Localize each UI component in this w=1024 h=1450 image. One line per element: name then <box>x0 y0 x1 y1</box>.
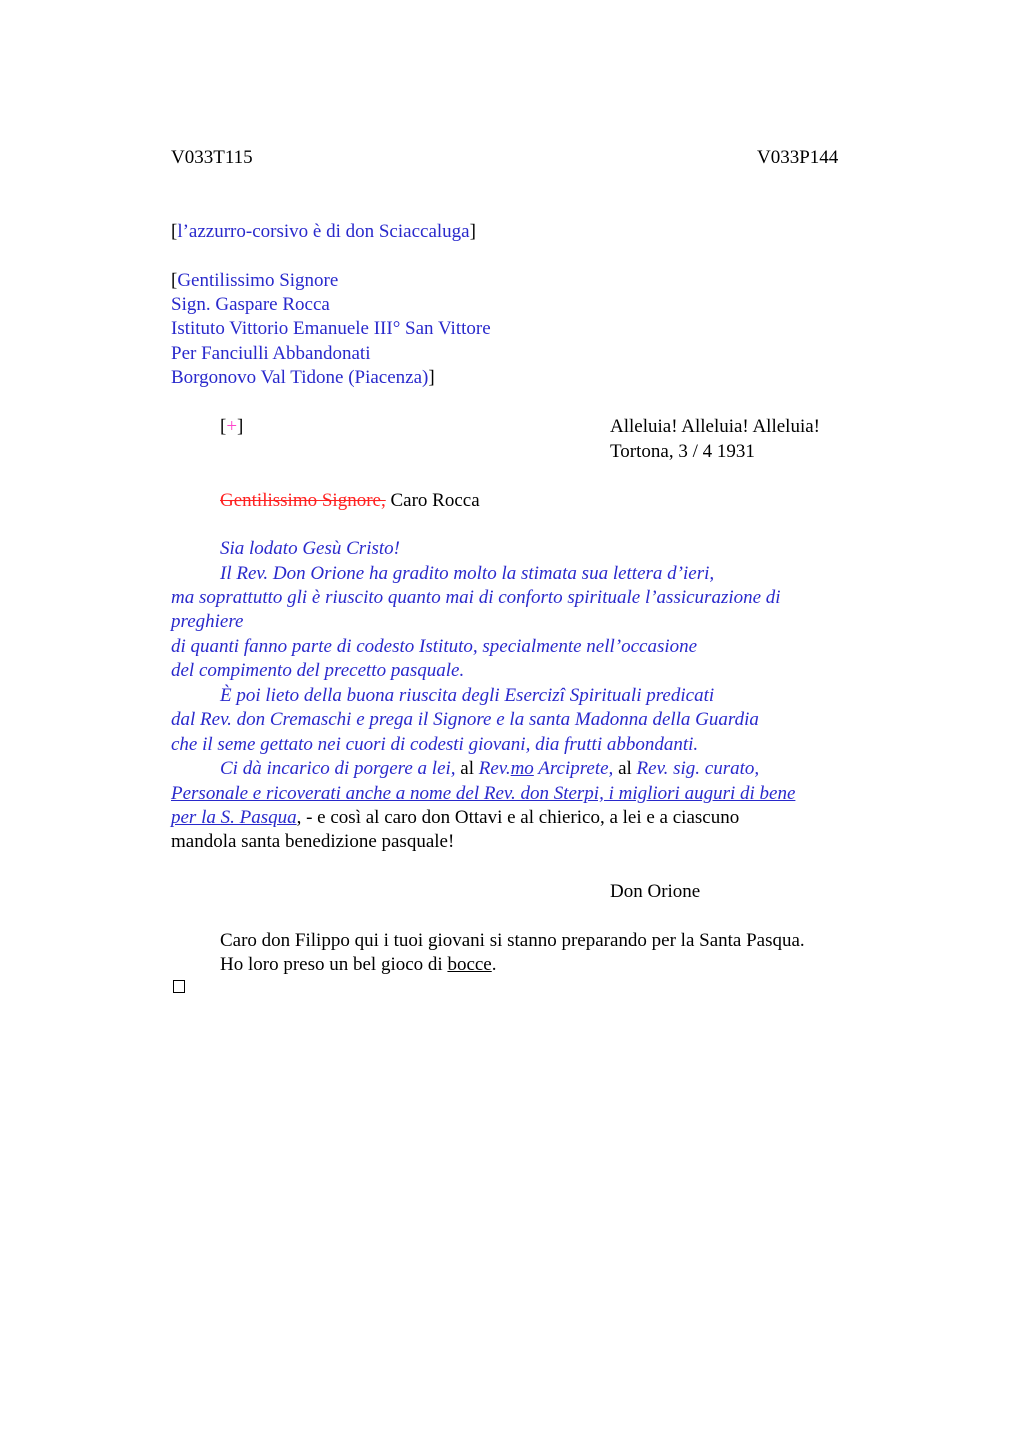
postscript-line: Ho loro preso un bel gioco di bocce. <box>220 954 497 975</box>
place-date: Tortona, 3 / 4 1931 <box>610 441 755 462</box>
body-line: È poi lieto della buona riuscita degli Esercizî Spirituali predicati <box>220 685 715 706</box>
header-left-code: V033T115 <box>171 147 253 168</box>
address-line: Borgonovo Val Tidone (Piacenza)] <box>171 367 435 388</box>
address-line: Per Fanciulli Abbandonati <box>171 343 371 364</box>
salutation: Gentilissimo Signore, Caro Rocca <box>220 490 480 511</box>
address-line: [Gentilissimo Signore <box>171 270 339 291</box>
editor-note-text: l’azzurro-corsivo è di don Sciaccaluga <box>177 221 470 242</box>
editor-note: [l’azzurro-corsivo è di don Sciaccaluga] <box>171 221 476 242</box>
body-line: mandola santa benedizione pasquale! <box>171 831 455 852</box>
body-line: Ci dà incarico di porgere a lei, al Rev.mo Arciprete, al Rev. sig. curato, <box>220 758 760 779</box>
cross-icon: + <box>226 416 238 437</box>
address-line: Istituto Vittorio Emanuele III° San Vittore <box>171 318 491 339</box>
postscript-line: Caro don Filippo qui i tuoi giovani si stanno preparando per la Santa Pasqua. <box>220 930 805 951</box>
body-line: del compimento del precetto pasquale. <box>171 660 465 681</box>
body-line: per la S. Pasqua, - e così al caro don Ottavi e al chierico, a lei e a ciascuno <box>171 807 740 828</box>
body-line: Personale e ricoverati anche a nome del Rev. don Sterpi, i migliori auguri di bene <box>171 783 796 804</box>
body-line: dal Rev. don Cremaschi e prega il Signore e la santa Madonna della Guardia <box>171 709 759 730</box>
address-line: Sign. Gaspare Rocca <box>171 294 330 315</box>
alleluia-line: Alleluia! Alleluia! Alleluia! <box>610 416 820 437</box>
end-square-icon <box>173 980 185 993</box>
struck-salutation: Gentilissimo Signore, <box>220 490 386 511</box>
cross-mark: [+] <box>220 416 244 437</box>
body-line: preghiere <box>171 611 244 632</box>
body-line: Sia lodato Gesù Cristo! <box>220 538 400 559</box>
signature: Don Orione <box>610 881 701 902</box>
body-line: di quanti fanno parte di codesto Istituto, specialmente nell’occasione <box>171 636 698 657</box>
body-line: che il seme gettato nei cuori di codesti giovani, dia frutti abbondanti. <box>171 734 699 755</box>
body-line: ma soprattutto gli è riuscito quanto mai di conforto spirituale l’assicurazione di <box>171 587 781 608</box>
body-line: Il Rev. Don Orione ha gradito molto la stimata sua lettera d’ieri, <box>220 563 715 584</box>
header-right-code: V033P144 <box>757 147 839 168</box>
